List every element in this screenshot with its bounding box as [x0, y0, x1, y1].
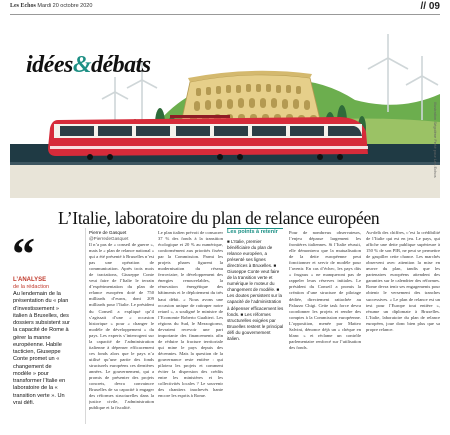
publication-name: Les Echos — [10, 3, 36, 9]
masthead-rule — [10, 14, 440, 15]
rome-tram-illustration — [10, 16, 440, 198]
illustration — [10, 16, 440, 198]
key-points-list: ■ L’Italie, premier bénéficiaire du plan de relance européen, a présenté ses lignes directrices à Bruxelles. ■ Giuseppe Conte veut faire de la transition verte et numérique le moteur du changement de modèle. ■ Les doutes persistent sur la capacité de l’administration à dépenser efficacement les fonds. ■ Les réformes structurelles exigées par Bruxelles restent le principal défi du gouvernement italien. — [227, 239, 284, 341]
rubric-part-debates: débats — [90, 52, 151, 78]
column-divider — [85, 228, 86, 424]
analyse-label: L’ANALYSE — [13, 277, 47, 283]
page-number: // 09 — [420, 1, 440, 12]
analyse-author: de la rédaction — [13, 284, 50, 290]
article-column-3: Pour de nombreux observateurs, l’enjeu dépasse largement les frontières italiennes. Si l’Italie réussit, elle démontrera que la mutualisation de la dette européenne peut fonctionner et servir de modèle pour l’avenir. En cas d’échec, les pays dits « frugaux » ne manqueront pas de rappeler leurs réserves initiales. Le président du Conseil a promis la création d’une structure de pilotage dédiée, directement rattachée au Palazzo Chigi. Cette task force devra coordonner les projets et rendre des comptes à la Commission européenne. L’opposition, menée par Matteo Salvini, dénonce déjà un « chèque en blanc » et réclame un contrôle parlementaire renforcé sur l’utilisation des fonds. — [289, 230, 361, 350]
quote-mark-icon: “ — [12, 228, 35, 279]
article-headline: L’Italie, laboratoire du plan de relance européen — [58, 208, 380, 228]
illustration-credit: Illustration Ségolène Ferté pour Les Echos — [433, 102, 438, 178]
byline-handle: @PierredeGasquet — [89, 236, 129, 241]
analyse-lede: Au lendemain de la présentation du « plan d’investissement » italien à Bruxelles, des dossiers subsistent sur la capacité de Rome à gérer la manne européenne. Habile tacticien, Giuseppe Conte promet un « changement de modèle » pour transformer l’Italie en laboratoire de la « transition verte ». Un vrai défi. — [13, 291, 70, 406]
tram — [48, 115, 368, 160]
article-column-4: Au-delà des chiffres, c’est la crédibilité de l’Italie qui est en jeu. Le pays, qui affiche une dette publique supérieure à 150 % de son PIB, ne peut se permettre de gaspiller cette chance. Les marchés observent avec attention la mise en œuvre du plan, tandis que les partenaires européens attendent des garanties sur le calendrier des réformes. Rome devra tenir ses engagements pour obtenir le versement des tranches successives. « Le plan de relance est un test pour l’Europe tout entière », résume un diplomate à Bruxelles. L’Italie, laboratoire du plan de relance européen, joue donc bien plus que sa propre relance. — [366, 230, 440, 332]
section-rubric — [26, 52, 151, 79]
rubric-ampersand: & — [72, 52, 91, 78]
rubric-part-ideas: idées — [26, 52, 73, 78]
article-column-1: Il n’a pas de « conseil de guerre », mais le « plan de relance national » qui a été présenté à Bruxelles n’est pas une opération de communication. Après trois mois de tractations, Giuseppe Conte veut faire de l’Italie le terrain d’expérimentation du plan de relance européen doté de 750 milliards d’euros, dont 209 milliards pour l’Italie. Le président du Conseil a expliqué qu’il s’agissait d’une « occasion historique » pour « changer le modèle de développement » du pays. Les experts s’interrogent sur la capacité de l’administration italienne à dépenser efficacement ces fonds alors que le pays n’a utilisé qu’une partie des fonds structurels européens ces dernières années. Le gouvernement, qui a promis de présenter des projets concrets, devra convaincre Bruxelles de sa capacité à engager des réformes structurelles dans la justice civile, l’administration publique et la fiscalité. — [89, 242, 154, 411]
key-points-title: Les points à retenir — [227, 229, 278, 235]
issue-date: Mardi 20 octobre 2020 — [37, 3, 93, 9]
byline-author: Pierre de Gasquet — [89, 230, 127, 235]
article-column-2: Le plan italien prévoit de consacrer 37 % des fonds à la transition écologique et 20 % au numérique, conformément aux priorités fixées par la Commission. Parmi les projets phares figurent la modernisation du réseau ferroviaire, le développement des énergies renouvelables, la rénovation énergétique des bâtiments et le déploiement du très haut débit. « Nous avons une occasion unique de rattraper notre retard », a souligné le ministre de l’Economie Roberto Gualtieri. Les régions du Sud, le Mezzogiorno, devraient recevoir une part importante des financements afin de réduire la fracture territoriale qui mine le pays depuis des décennies. Mais la question de la gouvernance reste entière : qui pilotera les projets et comment éviter la dispersion des crédits entre les ministères et les collectivités locales ? Le souvenir des chantiers inachevés hante encore les esprits à Rome. — [158, 230, 223, 399]
